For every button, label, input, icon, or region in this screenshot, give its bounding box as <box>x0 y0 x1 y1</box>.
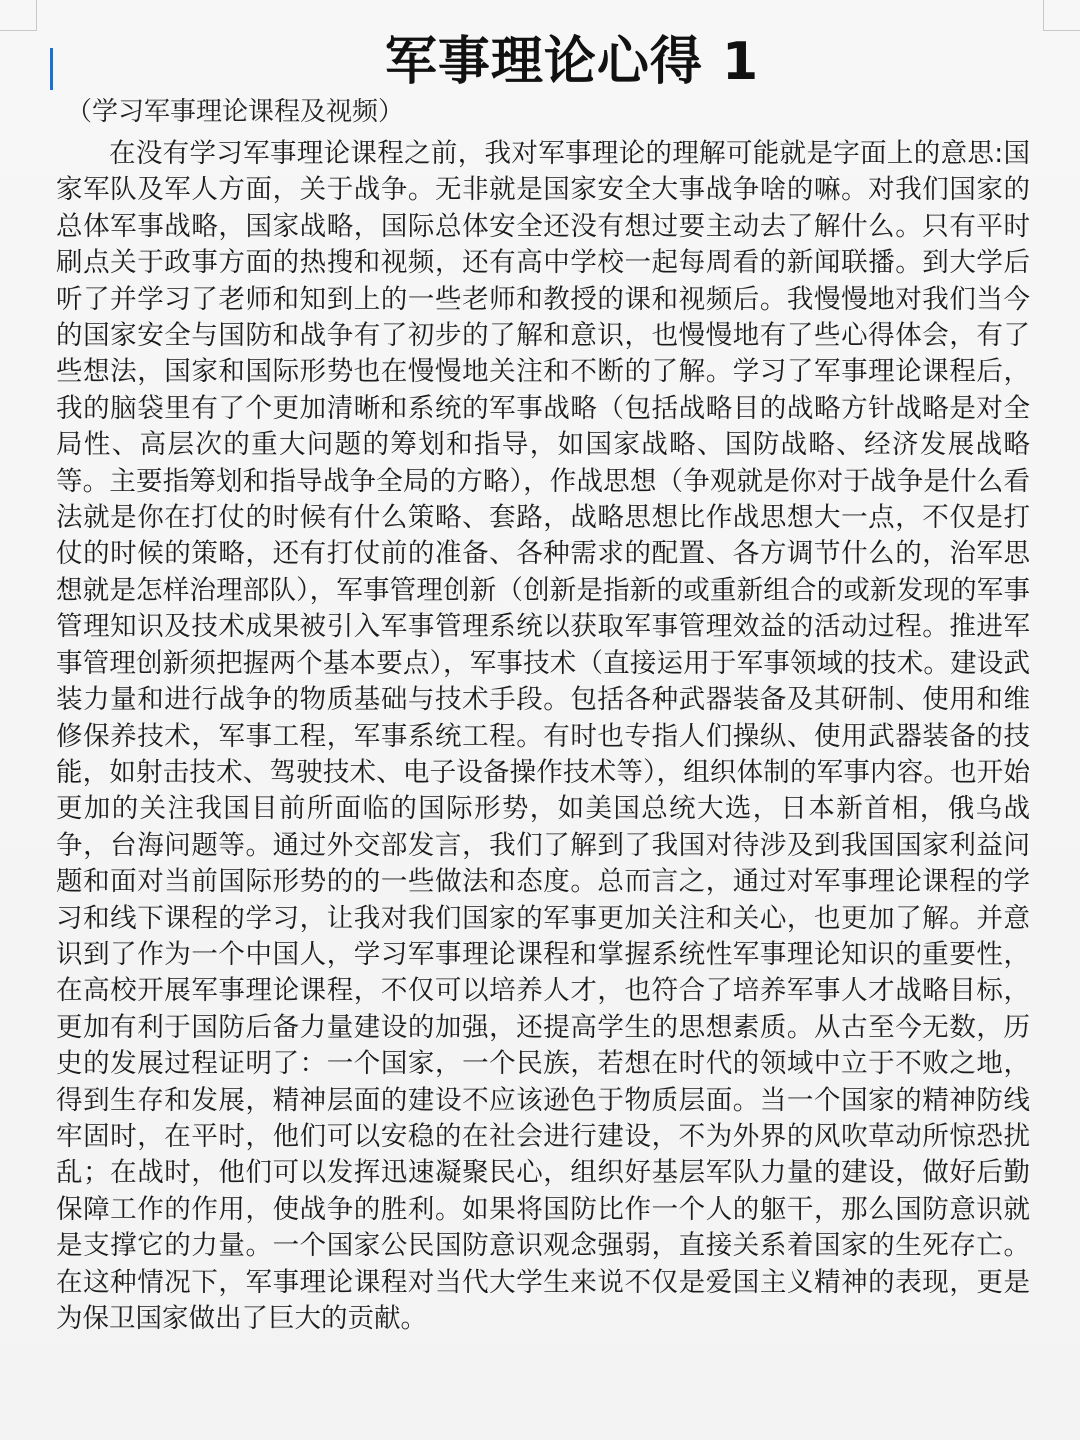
document-body-paragraph: 在没有学习军事理论课程之前，我对军事理论的理解可能就是字面上的意思:国家军队及军人方面，关于战争。无非就是国家安全大事战争啥的嘛。对我们国家的总体军事战略，国家战略，国际总体安全还没有想过要主动去了解什么。只有平时刷点关于政事方面的热搜和视频，还有高中学校一起每周看的新闻联播。到大学后听了并学习了老师和知到上的一些老师和教授的课和视频后。我慢慢地对我们当今的国家安全与国防和战争有了初步的了解和意识，也慢慢地有了些心得体会，有了些想法，国家和国际形势也在慢慢地关注和不断的了解。学习了军事理论课程后，我的脑袋里有了个更加清晰和系统的军事战略（包括战略目的战略方针战略是对全局性、高层次的重大问题的筹划和指导，如国家战略、国防战略、经济发展战略等。主要指筹划和指导战争全局的方略），作战思想（争观就是你对于战争是什么看法就是你在打仗的时候有什么策略、套路，战略思想比作战思想大一点，不仅是打仗的时候的策略，还有打仗前的准备、各种需求的配置、各方调节什么的，治军思想就是怎样治理部队），军事管理创新（创新是指新的或重新组合的或新发现的军事管理知识及技术成果被引入军事管理系统以获取军事管理效益的活动过程。推进军事管理创新须把握两个基本要点），军事技术（直接运用于军事领域的技术。建设武装力量和进行战争的物质基础与技术手段。包括各种武器装备及其研制、使用和维修保养技术，军事工程，军事系统工程。有时也专指人们操纵、使用武器装备的技能，如射击技术、驾驶技术、电子设备操作技术等），组织体制的军事内容。也开始更加的关注我国目前所面临的国际形势，如美国总统大选，日本新首相，俄乌战争，台海问题等。通过外交部发言，我们了解到了我国对待涉及到我国国家利益问题和面对当前国际形势的的一些做法和态度。总而言之，通过对军事理论课程的学习和线下课程的学习，让我对我们国家的军事更加关注和关心，也更加了解。并意识到了作为一个中国人，学习军事理论课程和掌握系统性军事理论知识的重要性，在高校开展军事理论课程，不仅可以培养人才，也符合了培养军事人才战略目标，更加有利于国防后备力量建设的加强，还提高学生的思想素质。从古至今无数，历史的发展过程证明了：一个国家，一个民族，若想在时代的领域中立于不败之地，得到生存和发展，精神层面的建设不应该逊色于物质层面。当一个国家的精神防线牢固时，在平时，他们可以安稳的在社会进行建设，不为外界的风吹草动所惊恐扰乱；在战时，他们可以发挥迅速凝聚民心，组织好基层军队力量的建设，做好后勤保障工作的作用，使战争的胜利。如果将国防比作一个人的躯干，那么国防意识就是支撑它的力量。一个国家公民国防意识观念强弱，直接关系着国家的生死存亡。在这种情况下，军事理论课程对当代大学生来说不仅是爱国主义精神的表现，更是为保卫国家做出了巨大的贡献。 <box>56 138 1030 1334</box>
document-title: 军事理论心得 1 <box>384 32 760 92</box>
document-subtitle: （学习军事理论课程及视频） <box>66 97 405 127</box>
